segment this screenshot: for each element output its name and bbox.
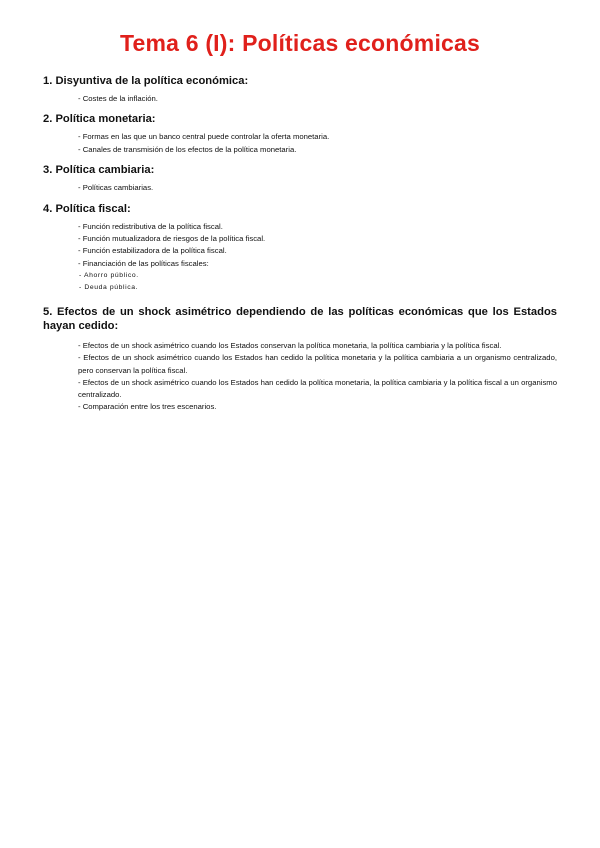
list-item: - Políticas cambiarias. [78,183,154,193]
list-item: - Formas en las que un banco central puede controlar la oferta monetaria. [78,132,330,142]
section-heading: 1. Disyuntiva de la política económica: [43,75,249,87]
sub-item-list [79,270,557,293]
section-politica-monetaria [43,112,557,156]
sub-list-item: - Deuda pública. [79,283,139,291]
document-body [43,74,557,420]
section-politica-cambiaria [43,163,557,194]
section-heading: 5. Efectos de un shock asimétrico dependiendo de las políticas económicas que los Estados hayan cedido: [43,306,557,333]
page-title: Tema 6 (I): Políticas económicas [119,30,481,56]
list-item: - Efectos de un shock asimétrico cuando los Estados han cedido la política monetaria, la política cambiaria y la política fiscal a un organismo centralizado. [78,377,557,400]
section-disyuntiva [43,74,557,105]
list-item: - Función estabilizadora de la política fiscal. [78,246,227,256]
section-shock-asimetrico [43,305,557,413]
list-item: - Financiación de las políticas fiscales: [78,258,209,268]
list-item: - Efectos de un shock asimétrico cuando los Estados conservan la política monetaria, la política cambiaria y la política fiscal. [78,341,502,351]
sub-list-item: - Ahorro público. [79,272,139,280]
list-item: - Canales de transmisión de los efectos de la política monetaria. [78,144,297,154]
section-item-list [78,340,557,413]
section-politica-fiscal [43,202,557,294]
section-item-list [78,182,557,194]
section-heading: 3. Política cambiaria: [43,164,155,177]
list-item: - Función mutualizadora de riesgos de la política fiscal. [78,234,266,244]
section-item-list [78,93,557,105]
section-heading: 2. Política monetaria: [43,113,156,126]
section-item-list [78,131,557,156]
list-item: - Función redistributiva de la política fiscal. [78,221,223,231]
list-item: - Costes de la inflación. [78,94,158,103]
list-item: - Efectos de un shock asimétrico cuando los Estados han cedido la política monetaria y la política cambiaria a un organismo centralizado, pero conservan la política fiscal. [78,353,557,375]
list-item: - Comparación entre los tres escenarios. [78,402,217,412]
section-item-list [78,221,557,271]
section-heading: 4. Política fiscal: [43,202,131,215]
